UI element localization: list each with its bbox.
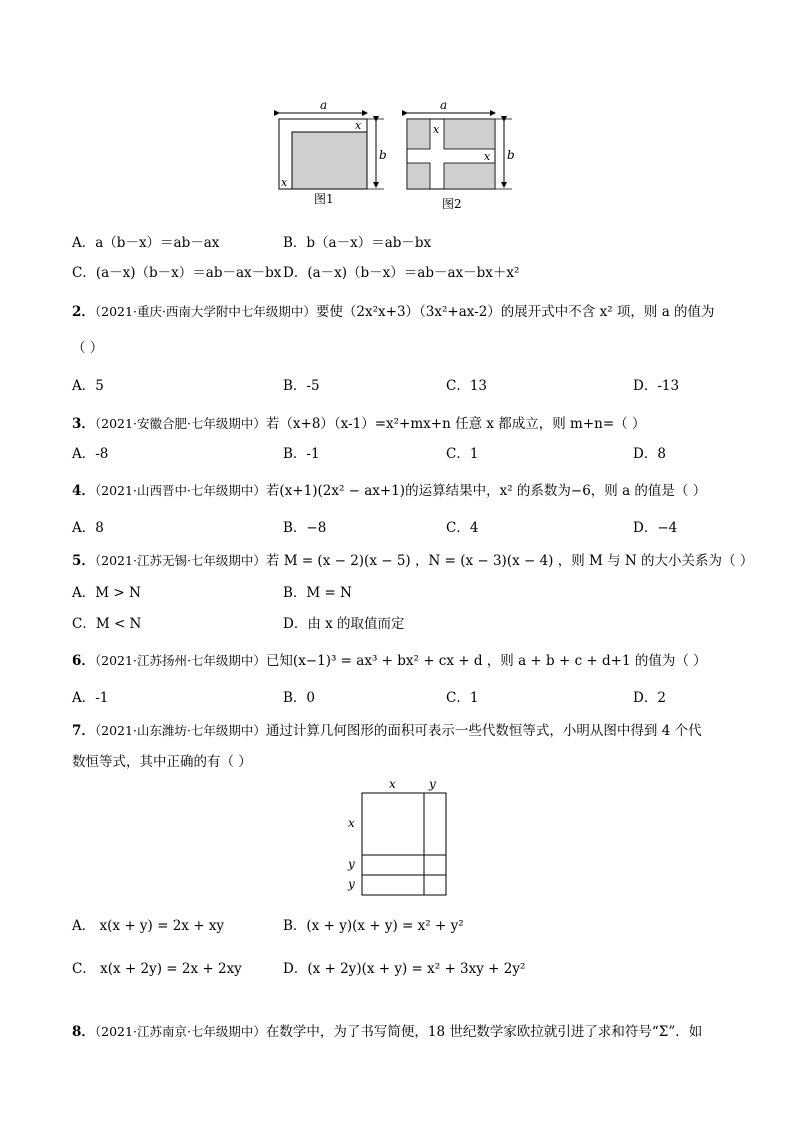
q2-option-c: C．13 bbox=[446, 378, 488, 394]
q1-option-c: C．(a－x)（b－x）＝ab－ax－bx bbox=[72, 265, 282, 281]
q6-text: 已知(x−1)³ = ax³ + bx² + cx + d ，则 a + b + c + d+1 的值为（ ） bbox=[265, 653, 707, 669]
q2-option-b: B．-5 bbox=[283, 378, 320, 394]
fig1-label-a: a bbox=[320, 98, 328, 112]
q2-option-d: D．-13 bbox=[633, 378, 680, 394]
q3-source: （2021·安徽合肥·七年级期中） bbox=[94, 416, 266, 431]
q7-text-2: 数恒等式，其中正确的有（ ） bbox=[72, 754, 252, 770]
q7-fig-left-y2: y bbox=[348, 877, 355, 891]
q8-text: 在数学中，为了书写简便，18 世纪数学家欧拉就引进了求和符号“Σ”．如 bbox=[265, 1024, 703, 1040]
q3-text: 若（x+8）（x-1）=x²+mx+n 任意 x 都成立，则 m+n=（ ） bbox=[265, 416, 646, 432]
question-8 bbox=[72, 1020, 702, 1040]
q2-paren: （ ） bbox=[72, 340, 104, 356]
q1-option-a: A．a（b－x）＝ab－ax bbox=[72, 235, 220, 251]
question-4 bbox=[72, 479, 706, 499]
q4-option-b: B．−8 bbox=[283, 520, 327, 536]
q4-number: 4． bbox=[72, 483, 95, 499]
q6-option-d: D．2 bbox=[633, 690, 666, 706]
fig2-label-x-top: x bbox=[433, 123, 440, 136]
q6-option-c: C．1 bbox=[446, 690, 479, 706]
q7-option-d: D．(x + 2y)(x + y) = x² + 3xy + 2y² bbox=[283, 961, 526, 977]
question-3 bbox=[72, 412, 645, 432]
fig2-caption: 图2 bbox=[442, 197, 462, 210]
q2-option-a: A．5 bbox=[72, 378, 104, 394]
q4-option-c: C．4 bbox=[446, 520, 479, 536]
q7-fig-top-y: y bbox=[429, 777, 436, 791]
q3-number: 3． bbox=[72, 416, 95, 432]
q5-option-b: B．M = N bbox=[283, 585, 352, 601]
q4-text: 若(x+1)(2x² − ax+1)的运算结果中，x² 的系数为−6，则 a 的值是（ ） bbox=[265, 483, 707, 499]
q6-number: 6． bbox=[72, 653, 95, 669]
q7-fig-left-y1: y bbox=[348, 857, 355, 871]
fig2-label-b: b bbox=[507, 148, 515, 162]
q3-option-a: A．-8 bbox=[72, 446, 109, 462]
question-5 bbox=[72, 549, 753, 569]
q6-option-b: B．0 bbox=[283, 690, 316, 706]
fig2-label-x-mid: x bbox=[484, 150, 491, 163]
q7-option-c: C． x(x + 2y) = 2x + 2xy bbox=[72, 961, 242, 977]
q4-source: （2021·山西晋中·七年级期中） bbox=[94, 483, 266, 498]
fig1-label-b: b bbox=[379, 148, 387, 162]
q2-source: （2021·重庆·西南大学附中七年级期中） bbox=[94, 304, 316, 319]
q1-option-b: B．b（a－x）＝ab－bx bbox=[283, 235, 432, 251]
figures-1-2 bbox=[270, 95, 520, 210]
fig1-label-x-top: x bbox=[355, 119, 362, 132]
question-6 bbox=[72, 649, 707, 669]
q5-option-d: D．由 x 的取值而定 bbox=[283, 616, 405, 632]
q2-text: 要使（2x²x+3）（3x²+ax-2）的展开式中不含 x² 项，则 a 的值为 bbox=[315, 304, 715, 320]
q8-source: （2021·江苏南京·七年级期中） bbox=[94, 1024, 266, 1039]
q4-option-d: D．−4 bbox=[633, 520, 678, 536]
q3-option-b: B．-1 bbox=[283, 446, 320, 462]
figure-2 bbox=[407, 98, 515, 210]
fig2-label-a: a bbox=[440, 98, 448, 112]
q5-number: 5． bbox=[72, 553, 95, 569]
q4-option-a: A．8 bbox=[72, 520, 104, 536]
q5-text: 若 M = (x − 2)(x − 5) ，N = (x − 3)(x − 4) ，则 M 与 N 的大小关系为（ ） bbox=[265, 553, 754, 569]
q7-number: 7． bbox=[72, 723, 95, 739]
fig1-label-x-bottom: x bbox=[281, 176, 288, 189]
q7-fig-top-x: x bbox=[389, 777, 396, 791]
q7-fig-left-x: x bbox=[348, 816, 355, 830]
q7-figure bbox=[340, 774, 450, 899]
q5-source: （2021·江苏无锡·七年级期中） bbox=[94, 553, 266, 568]
q5-option-c: C．M < N bbox=[72, 616, 142, 632]
fig1-caption: 图1 bbox=[314, 192, 334, 206]
question-7-line1 bbox=[72, 719, 702, 739]
q8-number: 8． bbox=[72, 1024, 95, 1040]
q7-option-b: B．(x + y)(x + y) = x² + y² bbox=[283, 918, 464, 934]
figure-1 bbox=[279, 98, 387, 206]
question-2 bbox=[72, 300, 715, 320]
q7-option-a: A． x(x + y) = 2x + xy bbox=[72, 918, 225, 934]
q7-source: （2021·山东潍坊·七年级期中） bbox=[94, 723, 266, 738]
q3-option-d: D．8 bbox=[633, 446, 666, 462]
q6-source: （2021·江苏扬州·七年级期中） bbox=[94, 653, 266, 668]
q3-option-c: C．1 bbox=[446, 446, 479, 462]
q6-option-a: A．-1 bbox=[72, 690, 109, 706]
q7-text-1: 通过计算几何图形的面积可表示一些代数恒等式，小明从图中得到 4 个代 bbox=[265, 723, 702, 739]
q2-number: 2． bbox=[72, 304, 95, 320]
q5-option-a: A．M > N bbox=[72, 585, 141, 601]
q1-option-d: D．(a－x)（b－x）＝ab－ax－bx＋x² bbox=[283, 265, 520, 281]
